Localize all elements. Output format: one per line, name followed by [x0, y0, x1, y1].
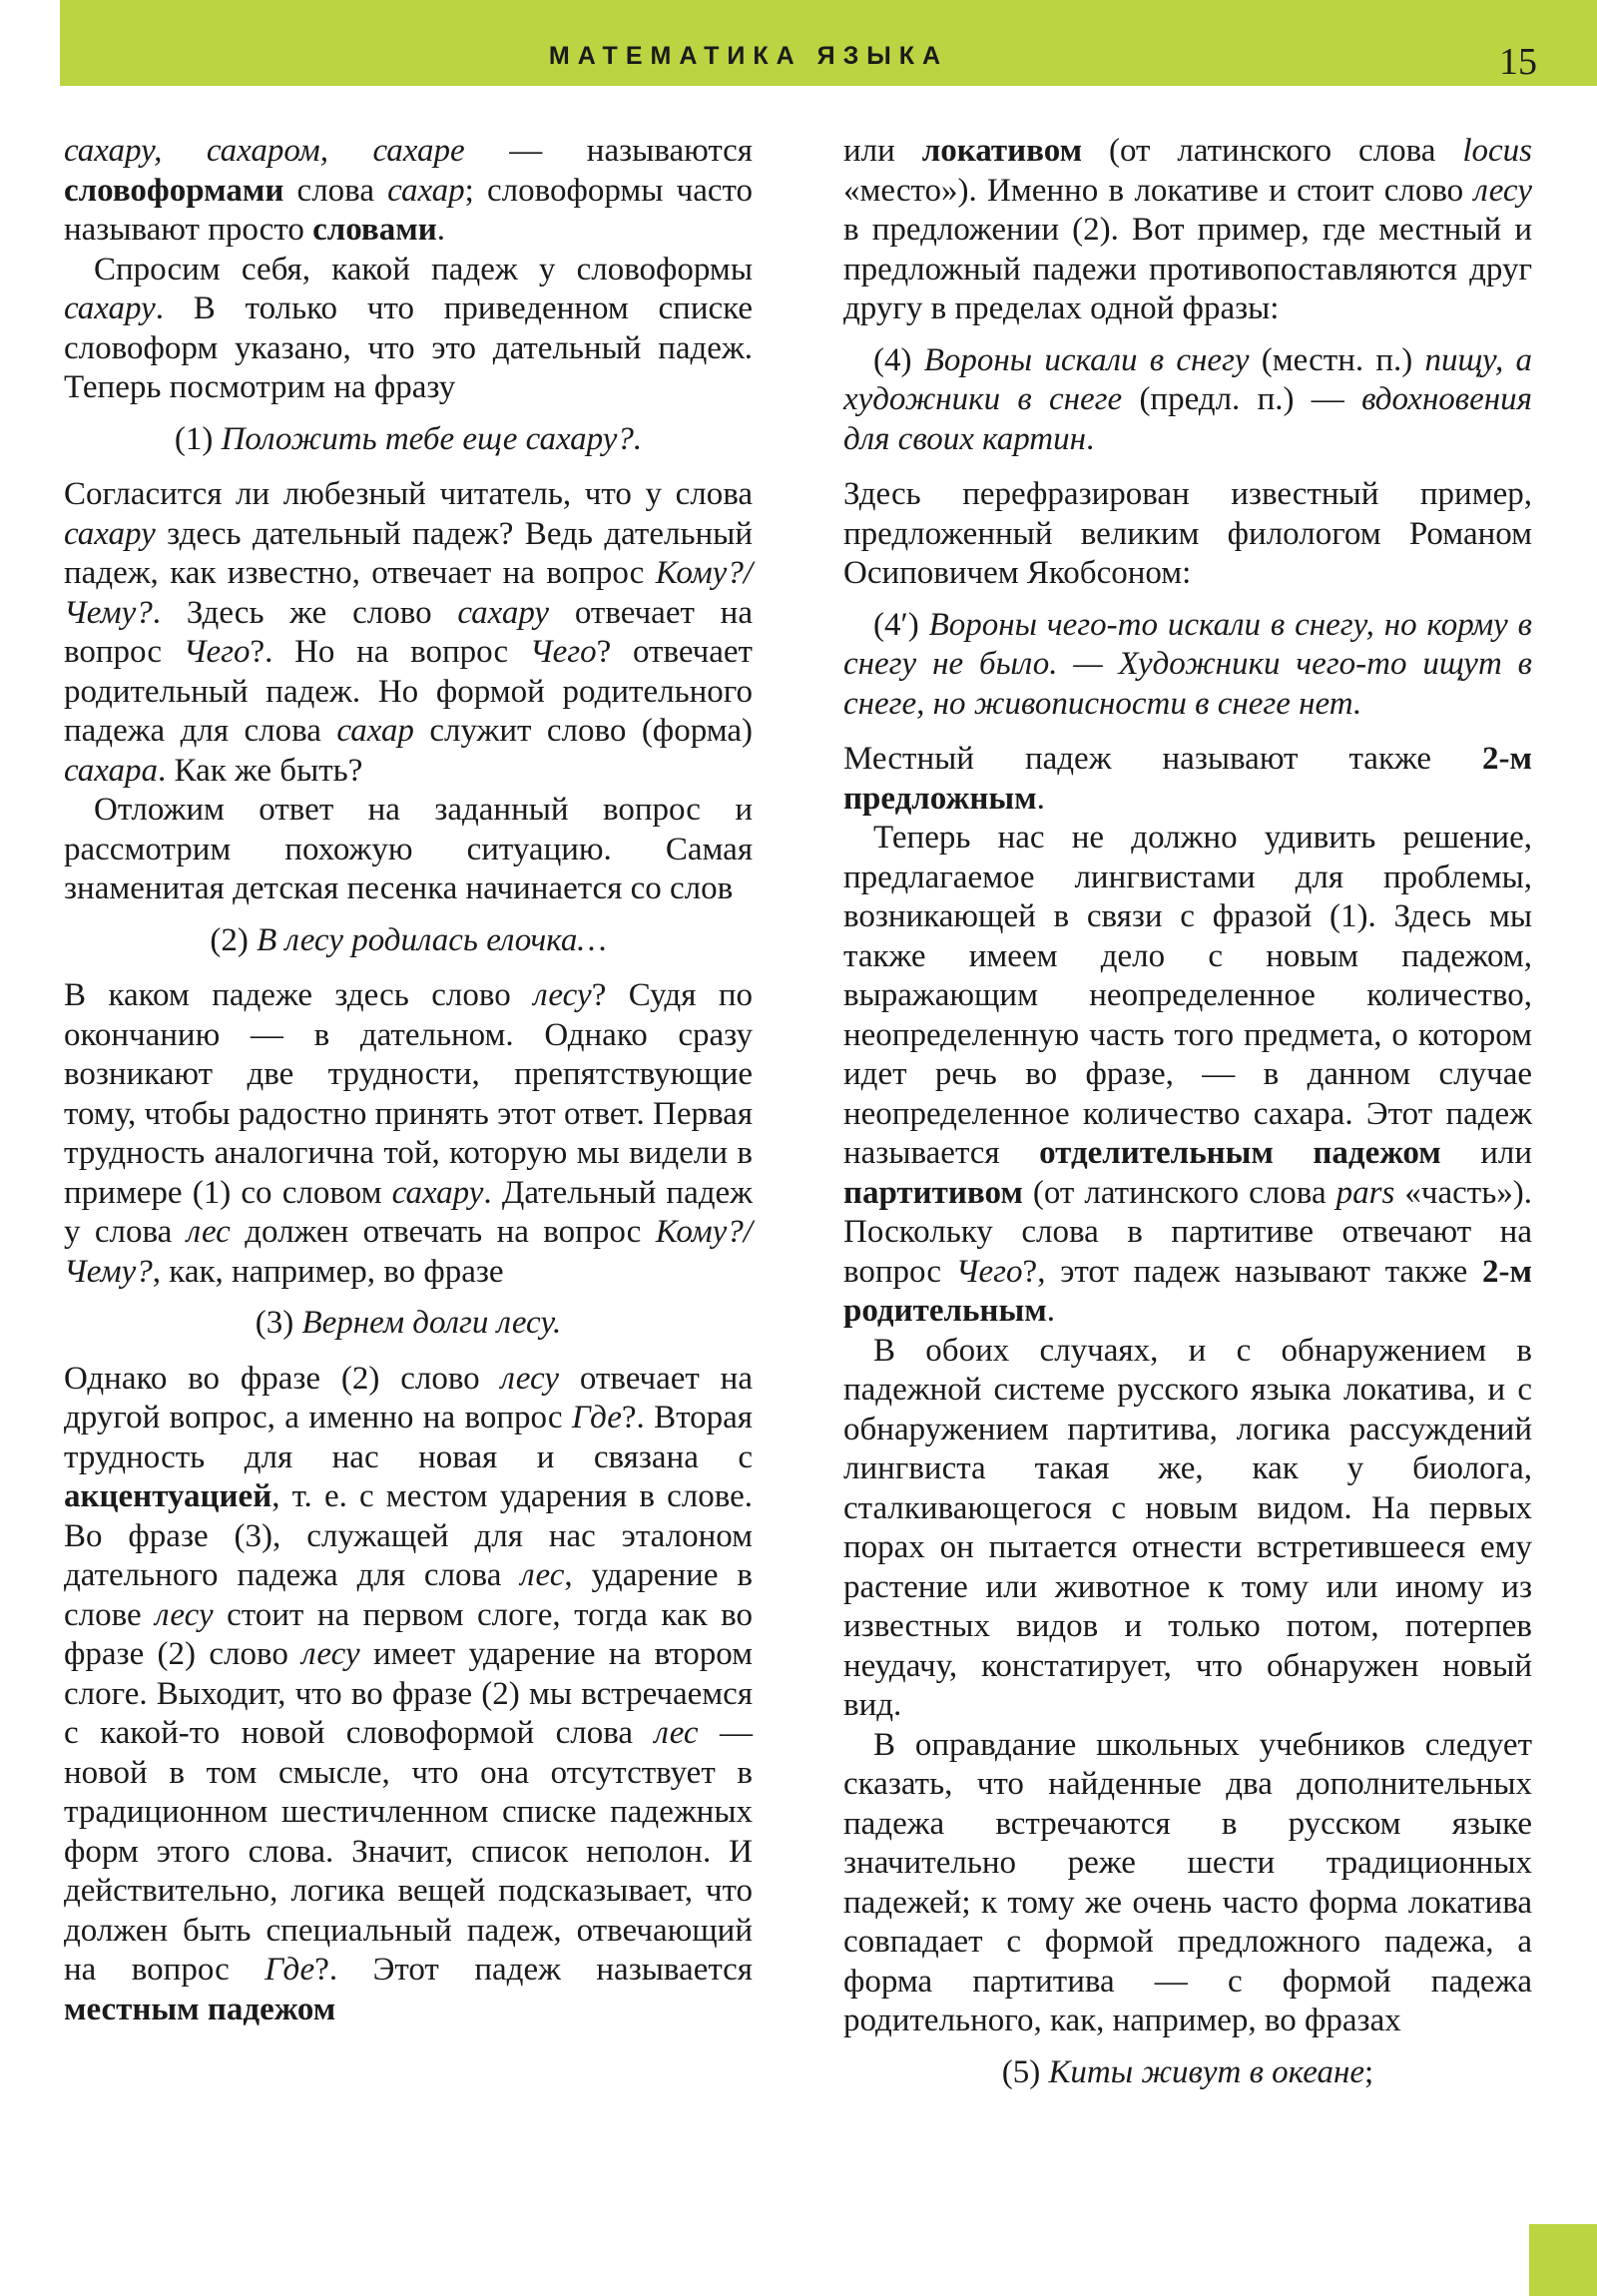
paragraph: В обоих случаях, и с обнаружением в падежной системе русского языка локатива, и с обнаружением партитива, логика рассуждений лингвиста такая же, как у биолога, сталкивающегося с новым видом. На первых порах он пытается отнести встретившееся ему растение или животное к тому или иному из известных видов и только потом, потерпев неудачу, констатирует, что обнаружен новый вид. — [843, 1332, 1532, 1723]
page-number: 15 — [1499, 41, 1537, 83]
paragraph: сахару, сахаром, сахаре — называются словоформами слова сахар; словоформы часто называют просто словами. — [64, 133, 753, 248]
paragraph: В каком падеже здесь слово лесу? Судя по окончанию — в дательном. Однако сразу возникают две трудности, препятствующие тому, чтобы радостно принять этот ответ. Первая трудность аналогична той, которую мы видели в примере (1) со словом сахару. Дательный падеж у слова лес должен отвечать на вопрос Кому?/Чему?, как, например, во фразе — [64, 977, 753, 1290]
paragraph: Теперь нас не должно удивить решение, предлагаемое лингвистами для проблемы, возникающей в связи с фразой (1). Здесь мы также имеем дело с новым падежом, выражающим неопределенное количество, неопределенную часть того предмета, о котором идет речь во фразе, — в данном случае неопределенное количество сахара. Этот падеж называется отделительным падежом или партитивом (от латинского слова pars «часть»). Поскольку слова в партитиве отвечают на вопрос Чего?, этот падеж называют также 2-м родительным. — [843, 820, 1532, 1329]
left-column — [64, 132, 753, 2029]
paragraph: Согласится ли любезный читатель, что у слова сахару здесь дательный падеж? Ведь дательный падеж, как известно, отвечает на вопрос Кому?/Чему?. Здесь же слово сахару отвечает на вопрос Чего?. Но на вопрос Чего? отвечает родительный падеж. Но формой родительного падежа для слова сахар служит слово (форма) сахара. Как же быть? — [64, 476, 753, 789]
example-4-prime: (4′) Вороны чего-то искали в снегу, но корму в снегу не было. — Художники чего-то ищут в снеге, но живописности в снеге нет. — [843, 606, 1532, 722]
paragraph: Местный падеж называют также 2-м предложным. — [843, 741, 1532, 817]
paragraph: В оправдание школьных учебников следует сказать, что найденные два дополнительных падежа встречаются в русском языке значительно реже шести традиционных падежей; к тому же очень часто форма локатива совпадает с формой предложного падежа, а форма партитива — с формой падежа родительного, как, например, во фразах — [843, 1726, 1532, 2038]
right-column — [843, 132, 1532, 2108]
paragraph: Отложим ответ на заданный вопрос и рассмотрим похожую ситуацию. Самая знаменитая детская песенка начинается со слов — [64, 792, 753, 906]
paragraph: Спросим себя, какой падеж у словоформы сахару. В только что приведенном списке словоформ указано, что это дательный падеж. Теперь посмотрим на фразу — [64, 251, 753, 405]
paragraph: или локативом (от латинского слова locus «место»). Именно в локативе и стоит слово лесу в предложении (2). Вот пример, где местный и предложный падежи противопоставляются друг другу в пределах одной фразы: — [843, 133, 1533, 326]
example-1: (1) Положить тебе еще сахару?. — [174, 420, 643, 457]
corner-accent-block — [1529, 2224, 1597, 2296]
paragraph: Здесь перефразирован известный пример, предложенный великим филологом Романом Осиповичем Якобсоном: — [843, 476, 1532, 591]
running-header — [60, 0, 1597, 86]
example-2: (2) В лесу родилась елочка… — [210, 921, 607, 958]
example-4: (4) Вороны искали в снегу (местн. п.) пищу, а художники в снеге (предл. п.) — вдохновения для своих картин. — [843, 341, 1532, 457]
example-5: (5) Киты живут в океане; — [1001, 2053, 1374, 2090]
running-title: МАТЕМАТИКА ЯЗЫКА — [548, 42, 949, 70]
paragraph: Однако во фразе (2) слово лесу отвечает на другой вопрос, а именно на вопрос Где?. Вторая трудность для нас новая и связана с акцентуацией, т. е. с местом ударения в слове. Во фразе (3), служащей для нас эталоном дательного падежа для слова лес, ударение в слове лесу стоит на первом слоге, тогда как во фразе (2) слово лесу имеет ударение на втором слоге. Выходит, что во фразе (2) мы встречаемся с какой-то новой словоформой слова лес — новой в том смысле, что она отсутствует в традиционном шестичленном списке падежных форм этого слова. Значит, список неполон. И действительно, логика вещей подсказывает, что должен быть специальный падеж, отвечающий на вопрос Где?. Этот падеж называется местным падежом — [64, 1360, 753, 2027]
example-3: (3) Вернем долги лесу. — [255, 1305, 562, 1341]
